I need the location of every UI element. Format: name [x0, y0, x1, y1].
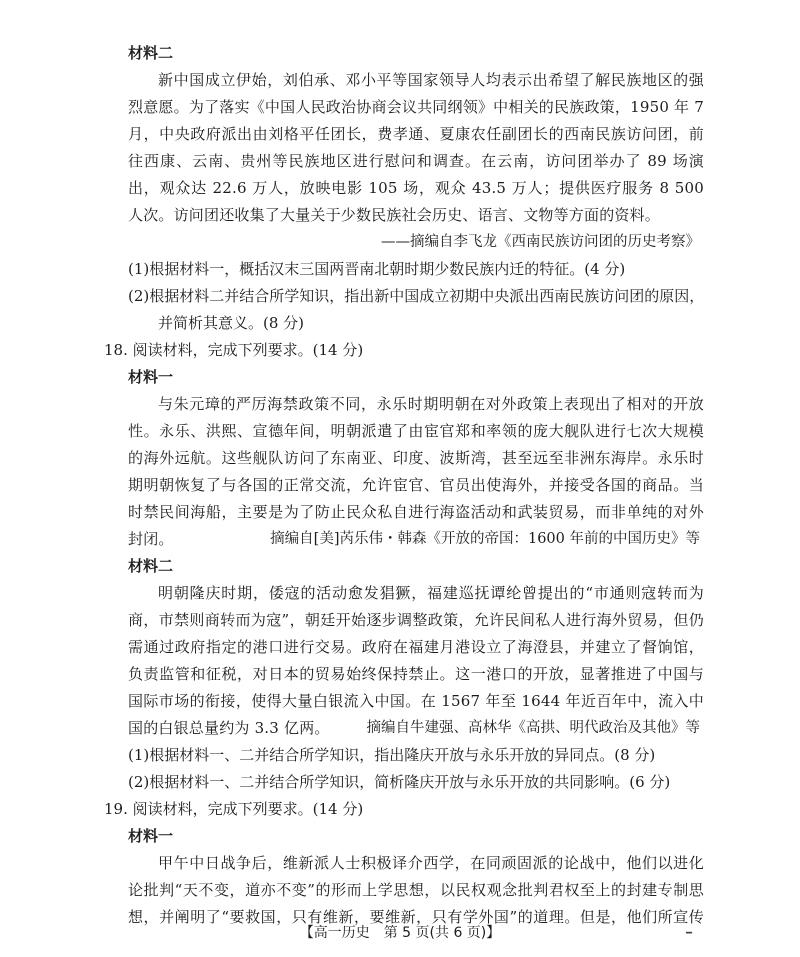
q19-material-1-text: 甲午中日战争后，维新派人士积极译介西学，在同顽固派的论战中，他们以进化论批判“天不变，道亦不变”的形而上学思想，以民权观念批判君权至上的封建专制思想，并阐明了“要救国，只有维新，要维新，只有学外国”的道理。但是，他们所宣传 — [128, 854, 704, 926]
q19-material-1-paragraph — [128, 850, 704, 931]
q18-material-2-heading: 材料二 — [128, 557, 174, 575]
question-18-2: (2)根据材料一、二并结合所学知识，简析隆庆开放与永乐开放的共同影响。(6 分) — [128, 773, 671, 791]
page-footer: 【高一历史 第 5 页(共 6 页)】 — [299, 925, 501, 941]
question-18-title: 18. 阅读材料，完成下列要求。(14 分) — [104, 341, 364, 359]
question-19-title: 19. 阅读材料，完成下列要求。(14 分) — [104, 800, 364, 818]
material-2-text: 新中国成立伊始，刘伯承、邓小平等国家领导人均表示出希望了解民族地区的强烈意愿。为了落实《中国人民政治协商会议共同纲领》中相关的民族政策，1950 年 7 月，中央政府派出由刘格平任团长，费孝通、夏康农任副团长的西南民族访问团，前往西康、云南、贵州等民族地区进行慰问和调查。在云南，访问团举办了 89 场演出，观众达 22.6 万人，放映电影 105 场，观众 43.5 万人；提供医疗服务 8 500 人次。访问团还收集了大量关于少数民族社会历史、语言、文物等方面的资料。 — [128, 71, 704, 224]
q19-material-1-heading: 材料一 — [128, 827, 174, 845]
q18-material-2-text: 明朝隆庆时期，倭寇的活动愈发猖獗，福建巡抚谭纶曾提出的“市通则寇转而为商，市禁则商转而为寇”，朝廷开始逐步调整政策，允许民间私人进行海外贸易，但仍需通过政府指定的港口进行交易。政府在福建月港设立了海澄县，并建立了督饷馆，负责监管和征税，对日本的贸易始终保持禁止。这一港口的开放，显著推进了中国与国际市场的衔接，使得大量白银流入中国。在 1567 年至 1644 年近百年中，流入中国的白银总量约为 3.3 亿两。 — [128, 584, 704, 737]
material-2-source: ——摘编自李飞龙《西南民族访问团的历史考察》 — [381, 234, 700, 250]
question-17-1: (1)根据材料一，概括汉末三国两晋南北朝时期少数民族内迁的特征。(4 分) — [128, 260, 626, 278]
q18-material-2-source: 摘编自牛建强、高林华《高拱、明代政治及其他》等 — [366, 720, 700, 736]
q18-material-1-source: 摘编自[美]芮乐伟・韩森《开放的帝国：1600 年前的中国历史》等 — [270, 531, 700, 547]
question-18-1: (1)根据材料一、二并结合所学知识，指出隆庆开放与永乐开放的异同点。(8 分) — [128, 746, 656, 764]
q18-material-1-text: 与朱元璋的严厉海禁政策不同，永乐时期明朝在对外政策上表现出了相对的开放性。永乐、洪熙、宣德年间，明朝派遣了由宦官郑和率领的庞大舰队进行七次大规模的海外远航。这些舰队访问了东南亚、印度、波斯湾，甚至远至非洲东海岸。永乐时期明朝恢复了与各国的正常交流，允许宦官、官员出使海外，并接受各国的商品。当时禁民间海船，主要是为了防止民众私自进行海盗活动和武装贸易，而非单纯的对外封闭。 — [128, 395, 704, 548]
question-17-2: (2)根据材料二并结合所学知识，指出新中国成立初期中央派出西南民族访问团的原因，并简析其意义。(8 分) — [128, 287, 705, 332]
q18-material-1-heading: 材料一 — [128, 368, 174, 386]
material-2-heading: 材料二 — [128, 44, 174, 62]
corner-mark: ━ — [686, 928, 693, 939]
material-2-paragraph — [128, 67, 704, 229]
